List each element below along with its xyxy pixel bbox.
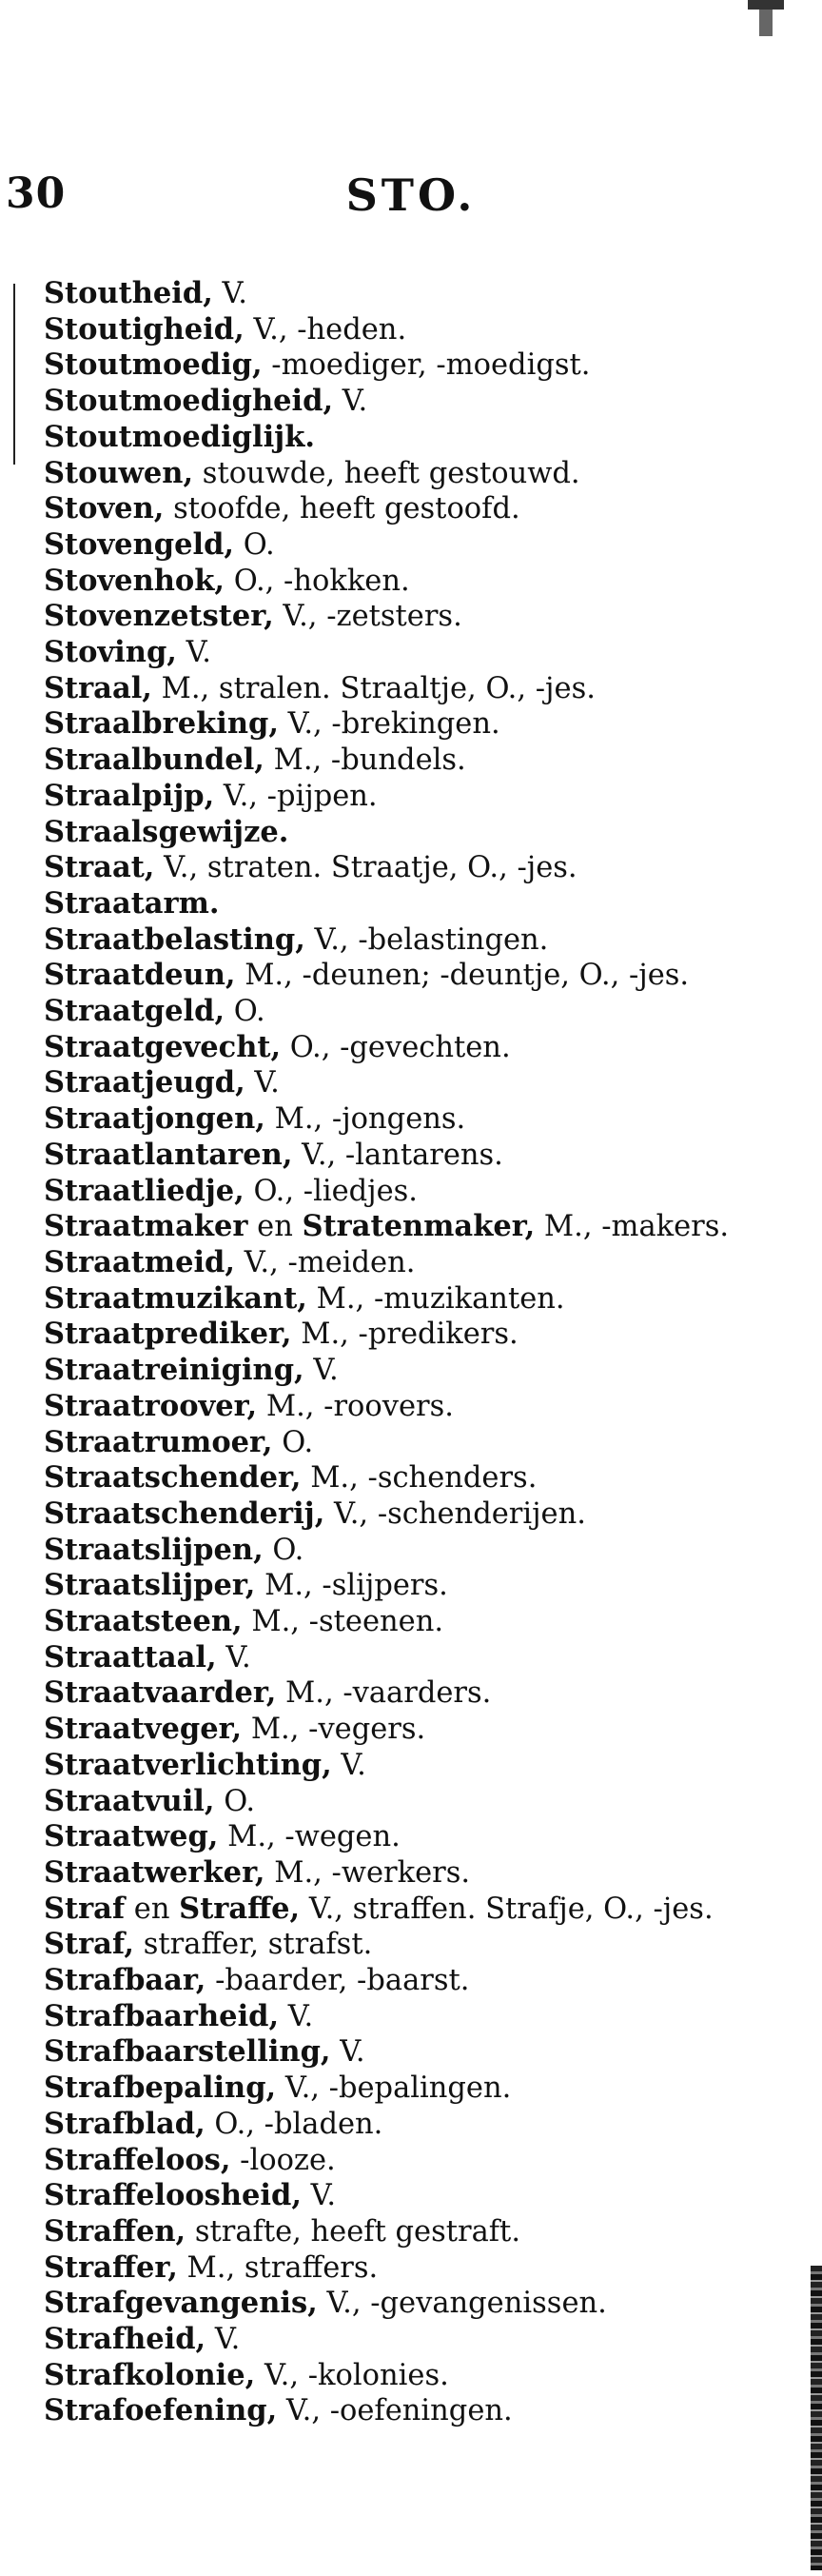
entry-headword-variant: Straffe, (179, 1891, 301, 1926)
dictionary-entry (44, 1533, 736, 1569)
scan-mark-top-2 (759, 10, 773, 36)
dictionary-entry (44, 2034, 736, 2071)
entry-headword: Straffeloos, (44, 2142, 231, 2177)
entry-grammar: V. (333, 385, 368, 419)
entry-headword: Straatarm. (44, 885, 220, 921)
dictionary-entry (44, 2393, 736, 2429)
entry-grammar: O. (263, 1533, 304, 1567)
entry-grammar: V., -gevangenissen. (317, 2287, 607, 2321)
dictionary-entry (44, 384, 736, 420)
dictionary-entry (44, 1675, 736, 1712)
entry-headword: Straatdeun, (44, 958, 236, 993)
dictionary-entry (44, 1640, 736, 1676)
entry-grammar: M., stralen. Straaltje, O., -jes. (151, 671, 596, 705)
entry-grammar: V., -meiden. (235, 1245, 416, 1279)
dictionary-entry (44, 1425, 736, 1461)
entry-grammar: V., straten. Straatje, O., -jes. (154, 851, 577, 885)
dictionary-entry (44, 743, 736, 779)
entry-grammar: V., straffen. Strafje, O., -jes. (300, 1892, 714, 1926)
entry-grammar: V., -belastingen. (304, 922, 549, 957)
dictionary-entry (44, 850, 736, 886)
entry-grammar: V., -lantarens. (292, 1138, 503, 1172)
entry-headword: Stoutheid, (44, 276, 213, 310)
entry-headword: Straatliedje, (44, 1173, 245, 1208)
entry-headword: Strafoefening, (44, 2393, 278, 2428)
entry-grammar: M., -jongens. (264, 1102, 466, 1137)
entry-headword: Stovengeld, (44, 526, 235, 562)
dictionary-entry (44, 1138, 736, 1174)
dictionary-entry (44, 922, 736, 959)
entry-grammar: -moediger, -moedigst. (262, 348, 591, 383)
scan-mark-top (748, 0, 784, 10)
page-number: 30 (6, 169, 67, 218)
entry-grammar: O., -hokken. (225, 564, 410, 598)
entry-grammar: V. (303, 1354, 339, 1388)
dictionary-entry (44, 1819, 736, 1855)
entry-headword: Straalpijp, (44, 778, 215, 813)
entry-grammar: stoofde, heeft gestoofd. (164, 492, 520, 526)
entry-grammar: V. (176, 636, 211, 670)
dictionary-entry (44, 1963, 736, 1999)
entry-headword: Straatweg, (44, 1819, 219, 1854)
dictionary-entry (44, 635, 736, 671)
entry-grammar: M., -vaarders. (276, 1676, 492, 1711)
dictionary-entry (44, 1174, 736, 1210)
entry-headword: Straffeloosheid, (44, 2178, 302, 2213)
entry-grammar: V. (206, 2323, 241, 2357)
entry-grammar: V., -bepalingen. (276, 2071, 512, 2106)
entry-headword: Straatgevecht, (44, 1029, 282, 1064)
entry-grammar: V. (279, 1999, 314, 2033)
entry-headword: Strafblad, (44, 2106, 206, 2141)
dictionary-entry (44, 706, 736, 743)
entry-grammar: O. (225, 995, 265, 1029)
dictionary-entry (44, 2214, 736, 2250)
entry-headword: Strafbaarstelling, (44, 2034, 331, 2070)
entry-headword: Straatmeid, (44, 1244, 236, 1279)
entry-headword: Straatverlichting, (44, 1747, 332, 1782)
dictionary-entry (44, 2143, 736, 2179)
entry-headword: Straatwerker, (44, 1854, 265, 1890)
entry-headword: Straatrumoer, (44, 1424, 273, 1459)
entry-grammar: M., -schenders. (301, 1461, 538, 1496)
entry-headword: Straatjeugd, (44, 1065, 245, 1100)
dictionary-entry (44, 2107, 736, 2143)
entry-headword: Straatmaker (44, 1209, 248, 1244)
entry-headword: Stoven, (44, 491, 165, 526)
dictionary-entry (44, 958, 736, 994)
entry-headword: Straatveger, (44, 1712, 243, 1747)
entry-headword: Straatschender, (44, 1460, 302, 1496)
entry-headword: Straalbundel, (44, 743, 264, 778)
dictionary-entry (44, 420, 736, 456)
dictionary-entry (44, 276, 736, 312)
entry-headword: Straatprediker, (44, 1317, 292, 1352)
entry-grammar: O. (272, 1425, 314, 1459)
entry-grammar: stouwde, heeft gestouwd. (193, 456, 580, 490)
entry-headword: Straatroover, (44, 1388, 258, 1423)
running-head: STO. (345, 169, 477, 221)
dictionary-entry (44, 1065, 736, 1101)
dictionary-entry (44, 527, 736, 564)
entry-grammar: V. (301, 2179, 337, 2213)
entry-grammar: M., -muzikanten. (306, 1281, 565, 1316)
entry-grammar: strafte, heeft gestraft. (186, 2214, 521, 2249)
entry-grammar: V., -kolonies. (255, 2358, 449, 2392)
dictionary-entry (44, 1568, 736, 1604)
entry-grammar: M., straffers. (177, 2250, 379, 2285)
dictionary-entry (44, 1927, 736, 1963)
dictionary-entry (44, 779, 736, 815)
entry-headword: Straat, (44, 850, 155, 885)
entry-headword: Stoutigheid, (44, 311, 245, 347)
dictionary-entry-list (44, 276, 736, 2429)
entry-headword: Straatslijpen, (44, 1532, 264, 1567)
dictionary-entry (44, 347, 736, 384)
entry-headword: Strafheid, (44, 2322, 206, 2357)
entry-headword: Stouwen, (44, 455, 194, 490)
dictionary-entry (44, 1999, 736, 2035)
entry-grammar: V. (216, 1640, 251, 1674)
dictionary-entry (44, 1353, 736, 1389)
dictionary-entry (44, 1748, 736, 1784)
entry-grammar: M., -makers. (535, 1210, 730, 1244)
dictionary-entry (44, 599, 736, 635)
entry-grammar: V. (212, 277, 247, 310)
dictionary-entry (44, 1604, 736, 1640)
entry-grammar: M., -steenen. (242, 1605, 444, 1639)
scan-edge-bar (811, 2266, 822, 2570)
dictionary-entry (44, 2071, 736, 2107)
dictionary-entry (44, 1855, 736, 1892)
entry-grammar: -baarder, -baarst. (206, 1964, 470, 1998)
entry-headword: Straalsgewijze. (44, 814, 289, 849)
dictionary-entry (44, 564, 736, 600)
entry-grammar: M., -vegers. (242, 1713, 426, 1747)
entry-headword: Straal, (44, 670, 152, 705)
entry-grammar: O., -bladen. (205, 2107, 383, 2141)
entry-grammar: M., -slijpers. (255, 1569, 448, 1603)
entry-conjunction: en (125, 1892, 180, 1926)
entry-headword: Straffen, (44, 2213, 186, 2249)
entry-headword: Stovenzetster, (44, 599, 274, 634)
dictionary-entry (44, 2250, 736, 2287)
entry-grammar: V., -schenderijen. (324, 1496, 586, 1531)
entry-grammar: O. (214, 1784, 256, 1818)
entry-headword: Stovenhok, (44, 563, 225, 598)
entry-headword: Straatvaarder, (44, 1675, 277, 1711)
entry-grammar: M., -predikers. (291, 1318, 519, 1352)
entry-headword: Strafgevangenis, (44, 2286, 318, 2321)
dictionary-entry (44, 2358, 736, 2394)
entry-headword: Straatlantaren, (44, 1137, 293, 1172)
dictionary-entry (44, 1281, 736, 1318)
entry-grammar: O. (234, 527, 275, 562)
entry-headword: Straatbelasting, (44, 921, 305, 957)
entry-grammar: V. (330, 2035, 365, 2070)
entry-headword: Straalbreking, (44, 706, 279, 742)
entry-headword: Straattaal, (44, 1639, 217, 1674)
dictionary-entry (44, 1712, 736, 1748)
dictionary-entry (44, 886, 736, 922)
entry-grammar: O., -gevechten. (281, 1030, 511, 1064)
entry-headword: Stoutmoedigheid, (44, 384, 334, 419)
entry-grammar: V., -brekingen. (278, 707, 500, 742)
entry-grammar: M., -wegen. (218, 1820, 401, 1854)
dictionary-entry (44, 1245, 736, 1281)
entry-headword: Strafkolonie, (44, 2357, 256, 2392)
dictionary-entry (44, 994, 736, 1030)
entry-headword: Strafbepaling, (44, 2071, 277, 2106)
margin-rule (13, 284, 15, 465)
entry-headword: Straatreiniging, (44, 1353, 304, 1388)
dictionary-entry (44, 1209, 736, 1245)
entry-grammar: V., -oefeningen. (277, 2394, 513, 2428)
entry-headword: Straatjongen, (44, 1101, 265, 1137)
entry-headword: Straatmuzikant, (44, 1280, 307, 1316)
entry-grammar: M., -roovers. (257, 1389, 454, 1423)
entry-grammar: M., -bundels. (264, 743, 466, 778)
entry-headword: Straf (44, 1891, 126, 1926)
entry-headword: Strafbaar, (44, 1963, 206, 1998)
dictionary-entry (44, 491, 736, 527)
dictionary-entry (44, 1101, 736, 1138)
entry-headword: Straatschenderij, (44, 1496, 325, 1531)
dictionary-entry (44, 2286, 736, 2322)
entry-headword: Straatsteen, (44, 1604, 243, 1639)
entry-grammar: V., -heden. (244, 312, 407, 347)
entry-headword: Strafbaarheid, (44, 1998, 280, 2033)
entry-headword: Stoutmoediglijk. (44, 419, 315, 454)
entry-grammar: -looze. (230, 2143, 336, 2177)
entry-grammar: O., -liedjes. (244, 1174, 419, 1208)
entry-grammar: V., -pijpen. (214, 779, 378, 813)
entry-grammar: V. (245, 1066, 280, 1100)
page-header (0, 169, 822, 236)
entry-grammar: M., -deunen; -deuntje, O., -jes. (235, 959, 690, 993)
dictionary-entry (44, 1784, 736, 1820)
dictionary-entry (44, 1030, 736, 1066)
dictionary-entry (44, 1496, 736, 1533)
entry-grammar: straffer, strafst. (134, 1928, 373, 1962)
entry-grammar: V., -zetsters. (273, 600, 462, 634)
dictionary-entry (44, 1460, 736, 1496)
entry-headword: Stoving, (44, 635, 177, 670)
dictionary-entry (44, 456, 736, 492)
dictionary-entry (44, 312, 736, 348)
entry-headword: Straatvuil, (44, 1783, 215, 1818)
entry-headword: Straf, (44, 1927, 135, 1962)
dictionary-entry (44, 2178, 736, 2214)
entry-conjunction: en (247, 1210, 303, 1244)
dictionary-entry (44, 1389, 736, 1425)
dictionary-entry (44, 815, 736, 851)
entry-headword: Straatslijper, (44, 1568, 256, 1603)
entry-headword: Straatgeld, (44, 994, 225, 1029)
entry-headword: Stoutmoedig, (44, 347, 263, 383)
entry-headword-variant: Stratenmaker, (302, 1209, 536, 1244)
entry-headword: Straffer, (44, 2249, 178, 2285)
dictionary-entry (44, 1892, 736, 1928)
dictionary-entry (44, 671, 736, 707)
dictionary-entry (44, 2322, 736, 2358)
entry-grammar: V. (331, 1748, 366, 1782)
dictionary-entry (44, 1317, 736, 1353)
entry-grammar: M., -werkers. (264, 1855, 471, 1890)
